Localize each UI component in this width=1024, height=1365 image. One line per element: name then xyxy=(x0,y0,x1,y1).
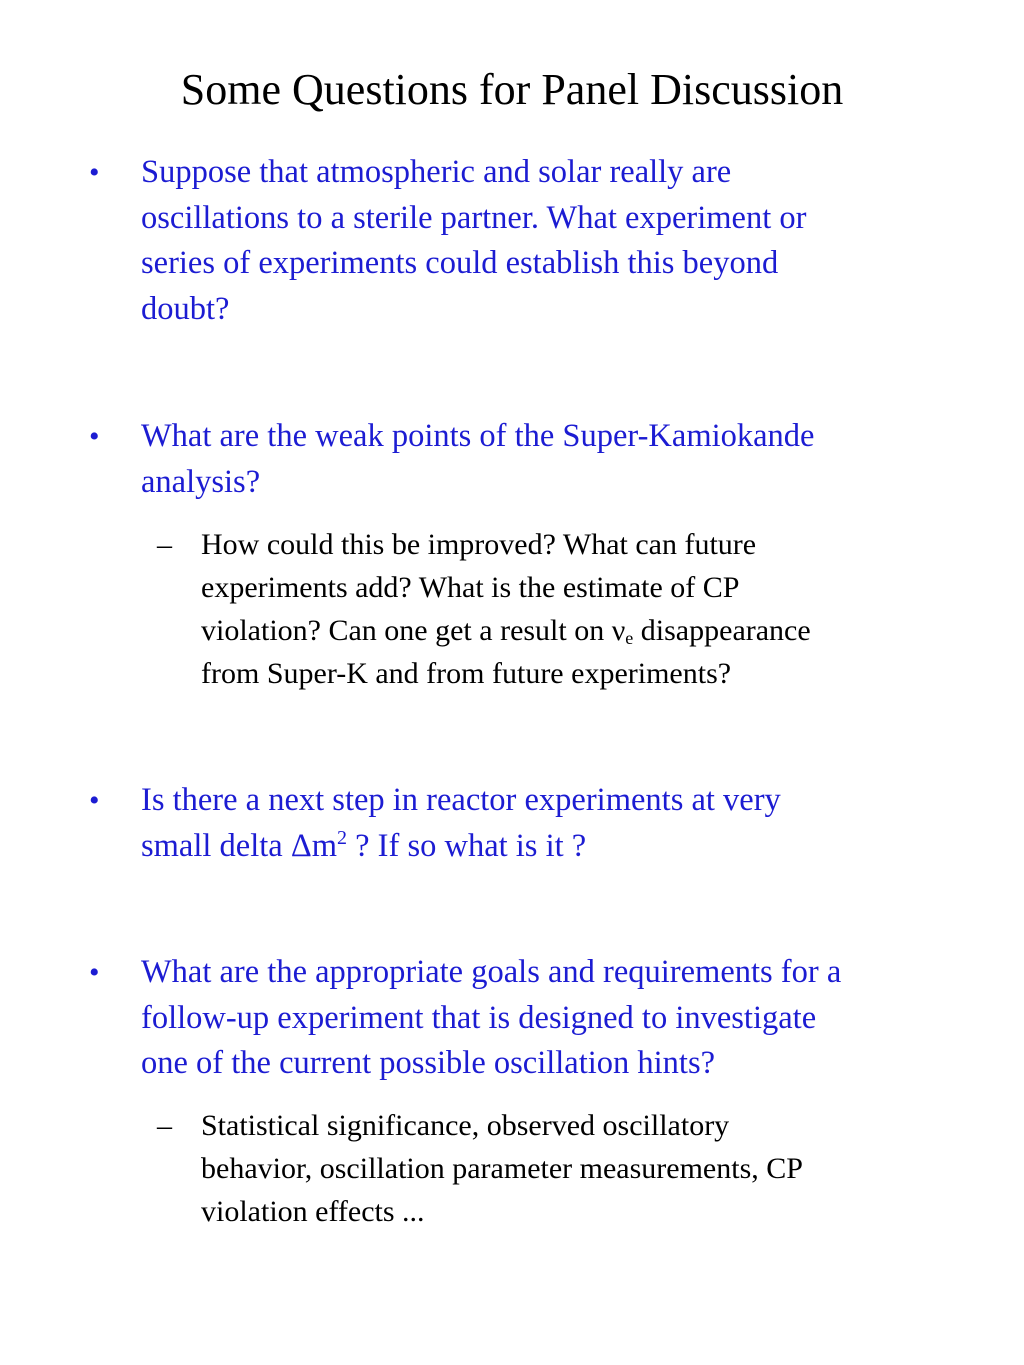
bullet-line-part: small delta Δm xyxy=(141,827,337,864)
sub-bullet-line xyxy=(201,609,991,652)
bullet-marker: • xyxy=(89,956,100,989)
sub-bullet-line: Statistical significance, observed oscillatory xyxy=(201,1109,730,1142)
sub-bullet-line-part: violation? Can one get a result on ν xyxy=(201,614,626,647)
sub-bullet-line: experiments add? What is the estimate of CP xyxy=(201,571,740,604)
bullet-line: oscillations to a sterile partner. What experiment or xyxy=(141,199,807,236)
bullet-text xyxy=(141,778,971,869)
sub-bullet-marker: – xyxy=(157,1109,172,1142)
bullet-line: Suppose that atmospheric and solar really are xyxy=(141,154,732,190)
bullet-text xyxy=(141,950,971,1087)
bullet-marker: • xyxy=(89,156,100,189)
sub-bullet-line: How could this be improved? What can future xyxy=(201,528,757,561)
bullet-marker: • xyxy=(89,784,100,817)
bullet-line-part: ? If so what is it ? xyxy=(347,827,587,864)
bullet-line: doubt? xyxy=(141,290,230,327)
slide-title: Some Questions for Panel Discussion xyxy=(180,65,844,114)
delta-m-superscript: 2 xyxy=(337,826,347,849)
bullet-marker: • xyxy=(89,420,100,453)
sub-bullet-text xyxy=(201,1104,991,1233)
bullet-line: one of the current possible oscillation hints? xyxy=(141,1045,716,1081)
bullet-line: Is there a next step in reactor experiments at very xyxy=(141,782,781,818)
sub-bullet-marker: – xyxy=(157,528,172,561)
bullet-line: What are the weak points of the Super-Kamiokande xyxy=(141,418,815,454)
sub-bullet-line: behavior, oscillation parameter measurements, CP xyxy=(201,1152,803,1185)
bullet-text xyxy=(141,150,971,332)
bullet-line: What are the appropriate goals and requirements for a xyxy=(141,954,842,990)
bullet-line xyxy=(141,824,971,870)
sub-bullet-line: from Super-K and from future experiments? xyxy=(201,657,732,690)
bullet-line: series of experiments could establish this beyond xyxy=(141,245,779,281)
sub-bullet-text xyxy=(201,523,991,695)
nu-subscript: e xyxy=(625,628,634,648)
bullet-line: follow-up experiment that is designed to investigate xyxy=(141,999,817,1036)
bullet-line: analysis? xyxy=(141,463,261,500)
bullet-text xyxy=(141,414,971,505)
sub-bullet-line-part: disappearance xyxy=(633,614,811,647)
sub-bullet-line: violation effects ... xyxy=(201,1195,425,1228)
